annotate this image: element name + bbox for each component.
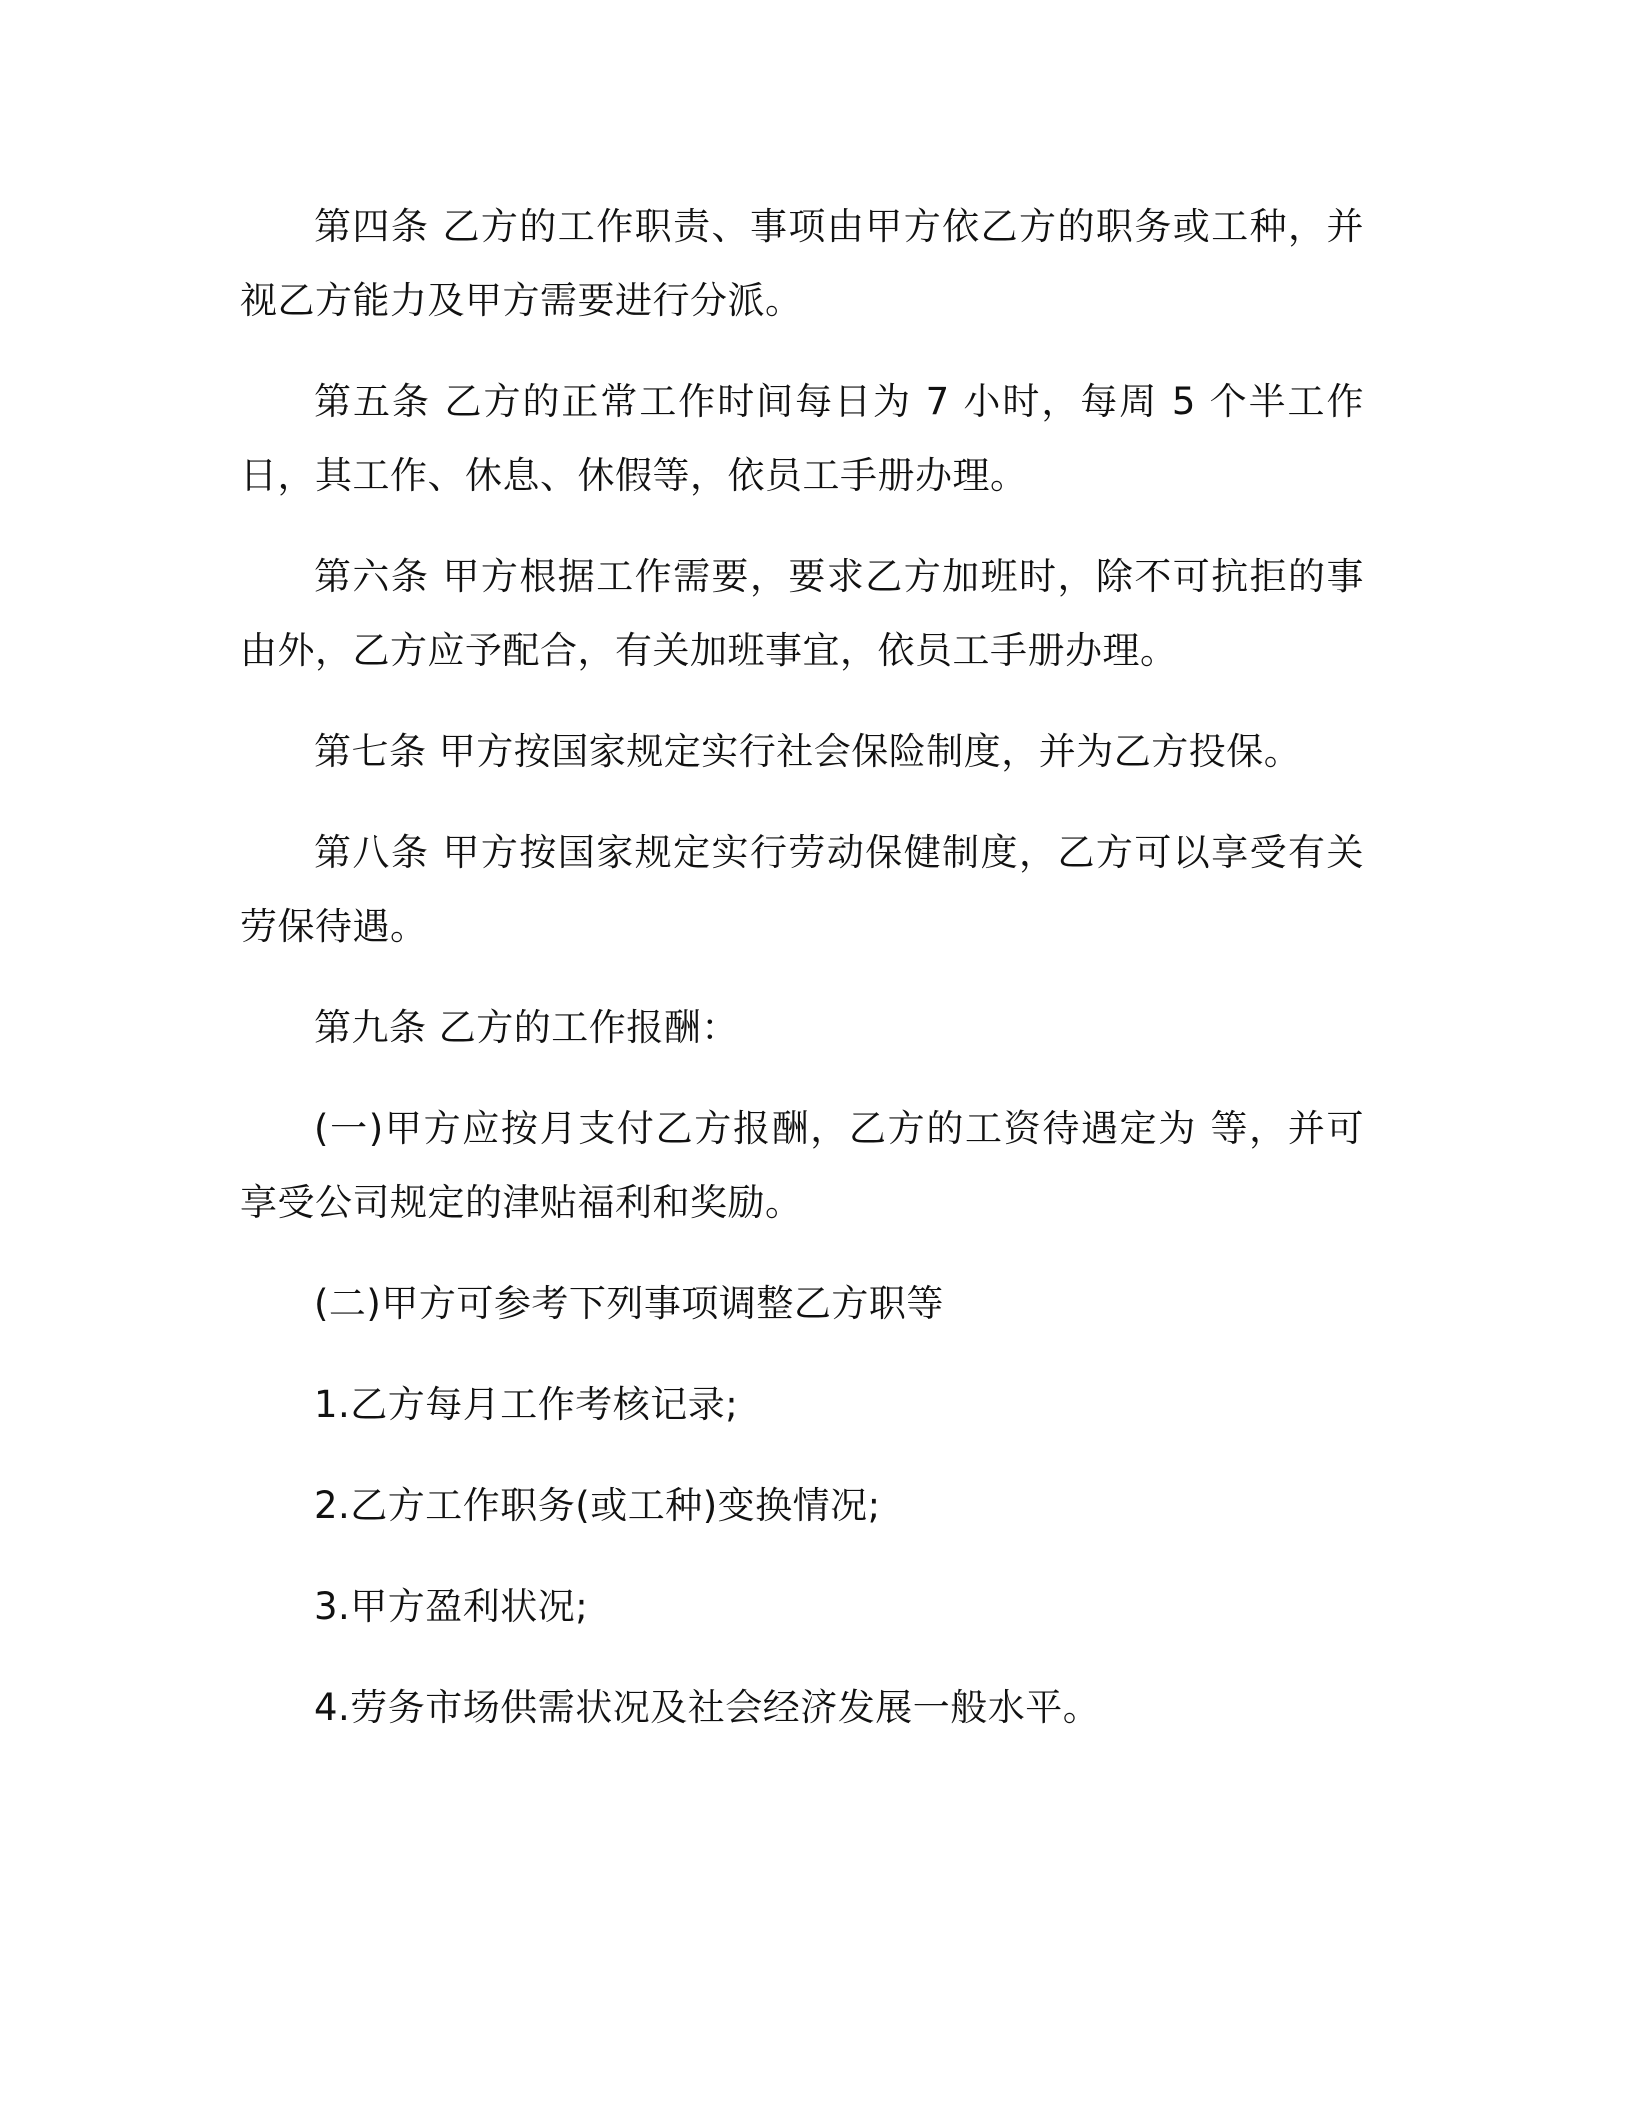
- article-8-paragraph: 第八条 甲方按国家规定实行劳动保健制度，乙方可以享受有关劳保待遇。: [240, 831, 1364, 948]
- article-9-item-2-paragraph: (二)甲方可参考下列事项调整乙方职等: [314, 1282, 944, 1325]
- list-item-1: 1.乙方每月工作考核记录;: [314, 1383, 739, 1426]
- list-item-2: 2.乙方工作职务(或工种)变换情况;: [314, 1484, 881, 1527]
- article-6-paragraph: 第六条 甲方根据工作需要，要求乙方加班时，除不可抗拒的事由外，乙方应予配合，有关加班事宜，依员工手册办理。: [240, 555, 1364, 672]
- article-4-paragraph: 第四条 乙方的工作职责、事项由甲方依乙方的职务或工种，并视乙方能力及甲方需要进行分派。: [240, 205, 1364, 322]
- article-9-item-1-paragraph: (一)甲方应按月支付乙方报酬，乙方的工资待遇定为 等，并可享受公司规定的津贴福利和奖励。: [240, 1107, 1364, 1224]
- article-7-paragraph: 第七条 甲方按国家规定实行社会保险制度，并为乙方投保。: [314, 730, 1302, 773]
- article-5-paragraph: 第五条 乙方的正常工作时间每日为 7 小时，每周 5 个半工作日，其工作、休息、休假等，依员工手册办理。: [240, 380, 1364, 497]
- list-item-4: 4.劳务市场供需状况及社会经济发展一般水平。: [314, 1686, 1101, 1729]
- document-body: [240, 190, 1364, 1772]
- list-item-3: 3.甲方盈利状况;: [314, 1585, 589, 1628]
- article-9-paragraph: 第九条 乙方的工作报酬：: [314, 1006, 739, 1049]
